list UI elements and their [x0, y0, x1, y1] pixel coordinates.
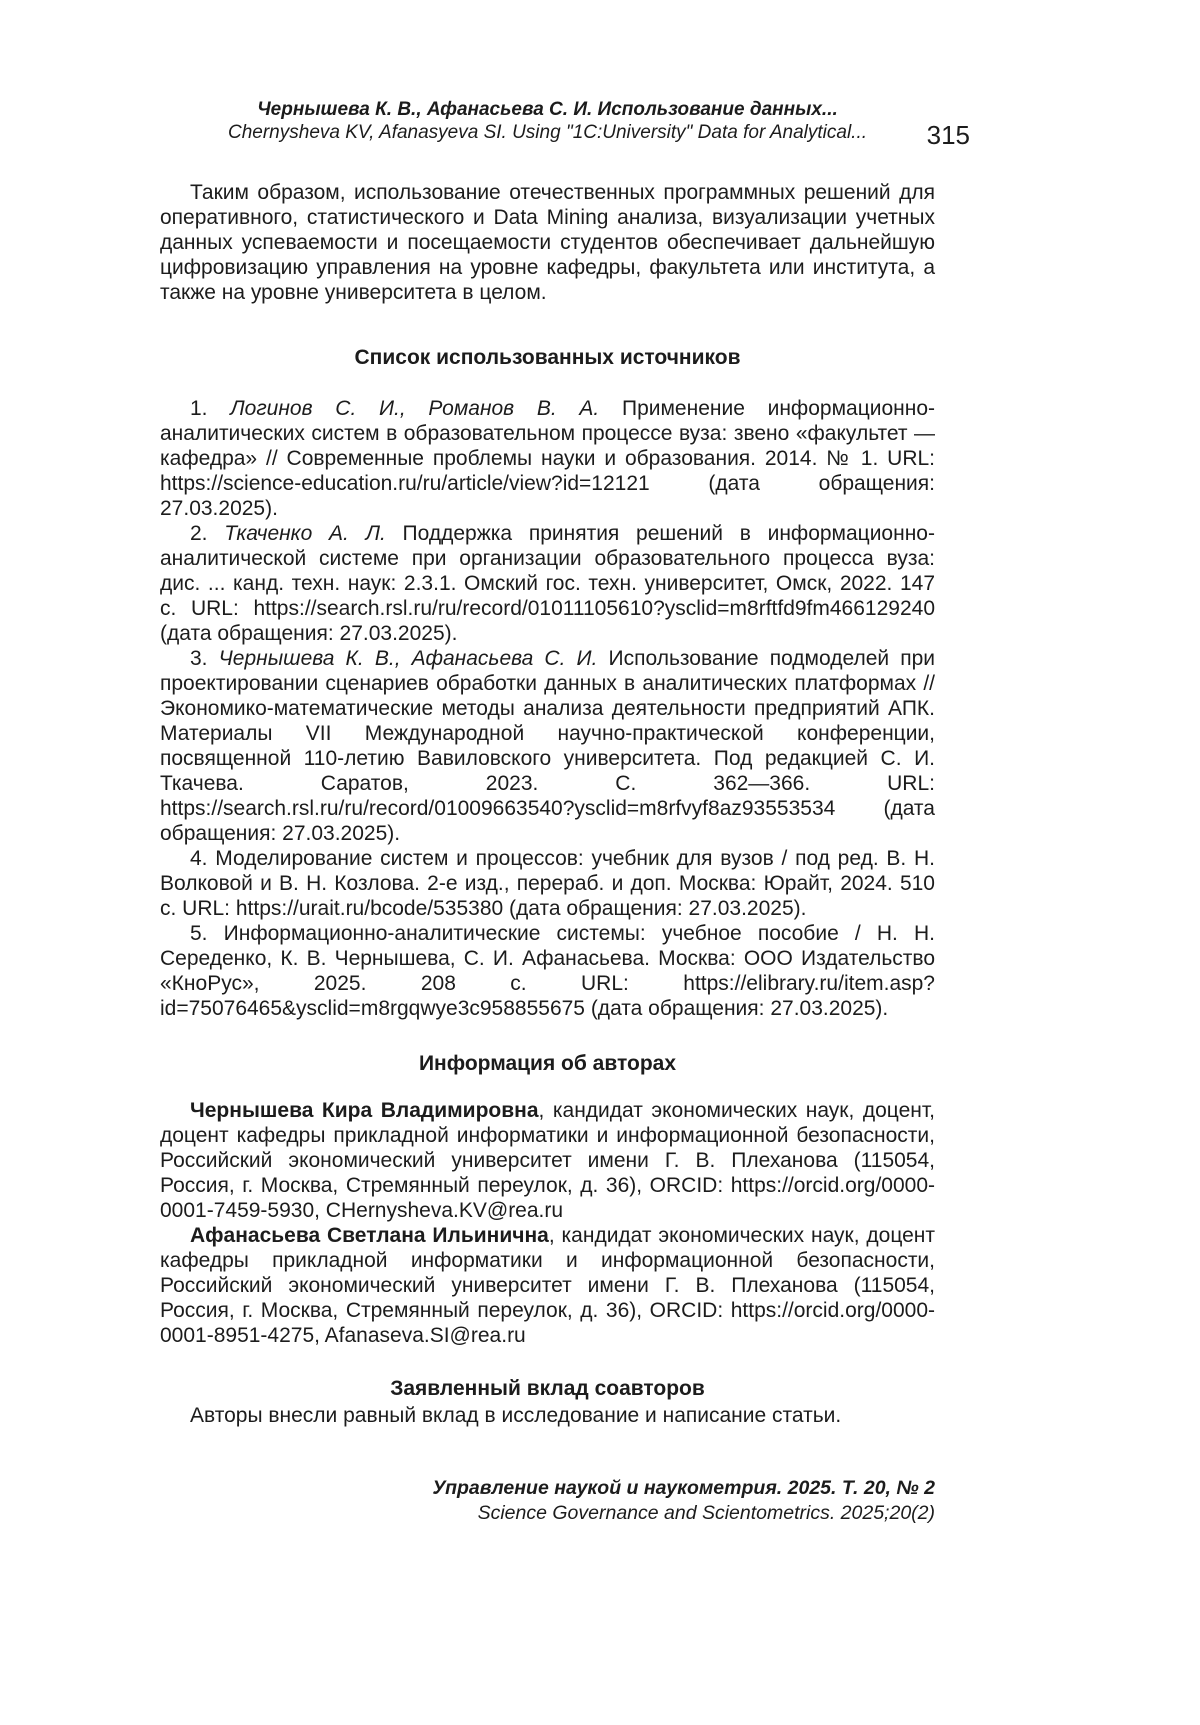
reference-text: Поддержка принятия решений в информационно-аналитической системе при организации образовательного процесса вуза: дис. ... канд. техн. наук: 2.3.1. Омский гос. техн. университет, Омск, 2022. 147 с. URL: https://search.rsl.ru/ru/record/01011105610?ysclid=m8rftfd9fm466129240 (дата обращения: 27.03.2025).	[160, 522, 935, 645]
reference-number: 3.	[190, 647, 219, 670]
journal-title-en: Science Governance and Scientometrics. 2025;20(2)	[477, 1502, 935, 1524]
reference-authors: Чернышева К. В., Афанасьева С. И.	[218, 647, 609, 670]
contribution-heading: Заявленный вклад соавторов	[390, 1377, 705, 1400]
running-head-ru: Чернышева К. В., Афанасьева С. И. Использование данных...	[257, 99, 838, 120]
reference-item	[160, 396, 935, 521]
author-name: Афанасьева Светлана Ильинична	[190, 1224, 549, 1247]
reference-item	[160, 921, 935, 1021]
reference-number: 2.	[190, 522, 225, 545]
reference-authors: Ткаченко А. Л.	[224, 522, 403, 545]
author-details: , кандидат экономических наук, доцент, доцент кафедры прикладной информатики и информационной безопасности, Российский экономический университет имени Г. В. Плеханова (115054, Россия, г. Москва, Стремянный переулок, д. 36), ORCID: https://orcid.org/0000-0001-7459-5930, CHernysheva.KV@rea.ru	[160, 1099, 935, 1222]
journal-footer	[160, 1476, 935, 1526]
reference-item	[160, 521, 935, 646]
journal-title-ru: Управление наукой и наукометрия. 2025. Т. 20, № 2	[432, 1477, 935, 1499]
reference-text: Информационно-аналитические системы: учебное пособие / Н. Н. Середенко, К. В. Чернышева, С. И. Афанасьева. Москва: ООО Издательство «КноРус», 2025. 208 с. URL: https://elibrary.ru/item.asp?id=75076465&ysclid=m8rgqwye3c958855675 (дата обращения: 27.03.2025).	[160, 922, 935, 1020]
reference-number: 5.	[190, 922, 224, 945]
running-head-en: Chernysheva KV, Afanasyeva SI. Using "1C:University" Data for Analytical...	[228, 122, 867, 143]
contribution-text: Авторы внесли равный вклад в исследование и написание статьи.	[190, 1404, 842, 1427]
reference-text: Моделирование систем и процессов: учебник для вузов / под ред. В. Н. Волковой и В. Н. Козлова. 2-е изд., перераб. и доп. Москва: Юрайт, 2024. 510 с. URL: https://urait.ru/bcode/535380 (дата обращения: 27.03.2025).	[160, 847, 936, 920]
reference-item	[160, 846, 935, 921]
reference-number: 1.	[190, 397, 231, 420]
author-details: , кандидат экономических наук, доцент кафедры прикладной информатики и информационной безопасности, Российский экономический университет имени Г. В. Плеханова (115054, Россия, г. Москва, Стремянный переулок, д. 36), ORCID: https://orcid.org/0000-0001-8951-4275, Afanaseva.SI@rea.ru	[160, 1224, 936, 1347]
references-heading: Список использованных источников	[354, 346, 741, 369]
page-number: 315	[926, 120, 970, 150]
author-name: Чернышева Кира Владимировна	[190, 1099, 539, 1122]
reference-number: 4.	[190, 847, 216, 870]
authors-heading: Информация об авторах	[418, 1052, 677, 1075]
author-entry	[160, 1223, 935, 1348]
reference-text: Применение информационно-аналитических систем в образовательном процессе вуза: звено «факультет — кафедра» // Современные проблемы науки и образования. 2014. № 1. URL: https://science-education.ru/ru/article/view?id=12121 (дата обращения: 27.03.2025).	[160, 397, 935, 520]
reference-item	[160, 646, 935, 846]
intro-paragraph: Таким образом, использование отечественных программных решений для оперативного, статистического и Data Mining анализа, визуализации учетных данных успеваемости и посещаемости студентов обеспечивает дальнейшую цифровизацию управления на уровне кафедры, факультета или института, а также на уровне университета в целом.	[160, 181, 935, 304]
author-entry	[160, 1098, 935, 1223]
running-head	[160, 98, 970, 150]
reference-text: Использование подмоделей при проектировании сценариев обработки данных в аналитических платформах // Экономико-математические методы анализа деятельности предприятий АПК. Материалы VII Международной научно-практической конференции, посвященной 110-летию Вавиловского университета. Под редакцией С. И. Ткачева. Саратов, 2023. С. 362—366. URL: https://search.rsl.ru/ru/record/01009663540?ysclid=m8rfvyf8az93553534 (дата обращения: 27.03.2025).	[160, 647, 935, 845]
reference-authors: Логинов С. И., Романов В. А.	[230, 397, 622, 420]
